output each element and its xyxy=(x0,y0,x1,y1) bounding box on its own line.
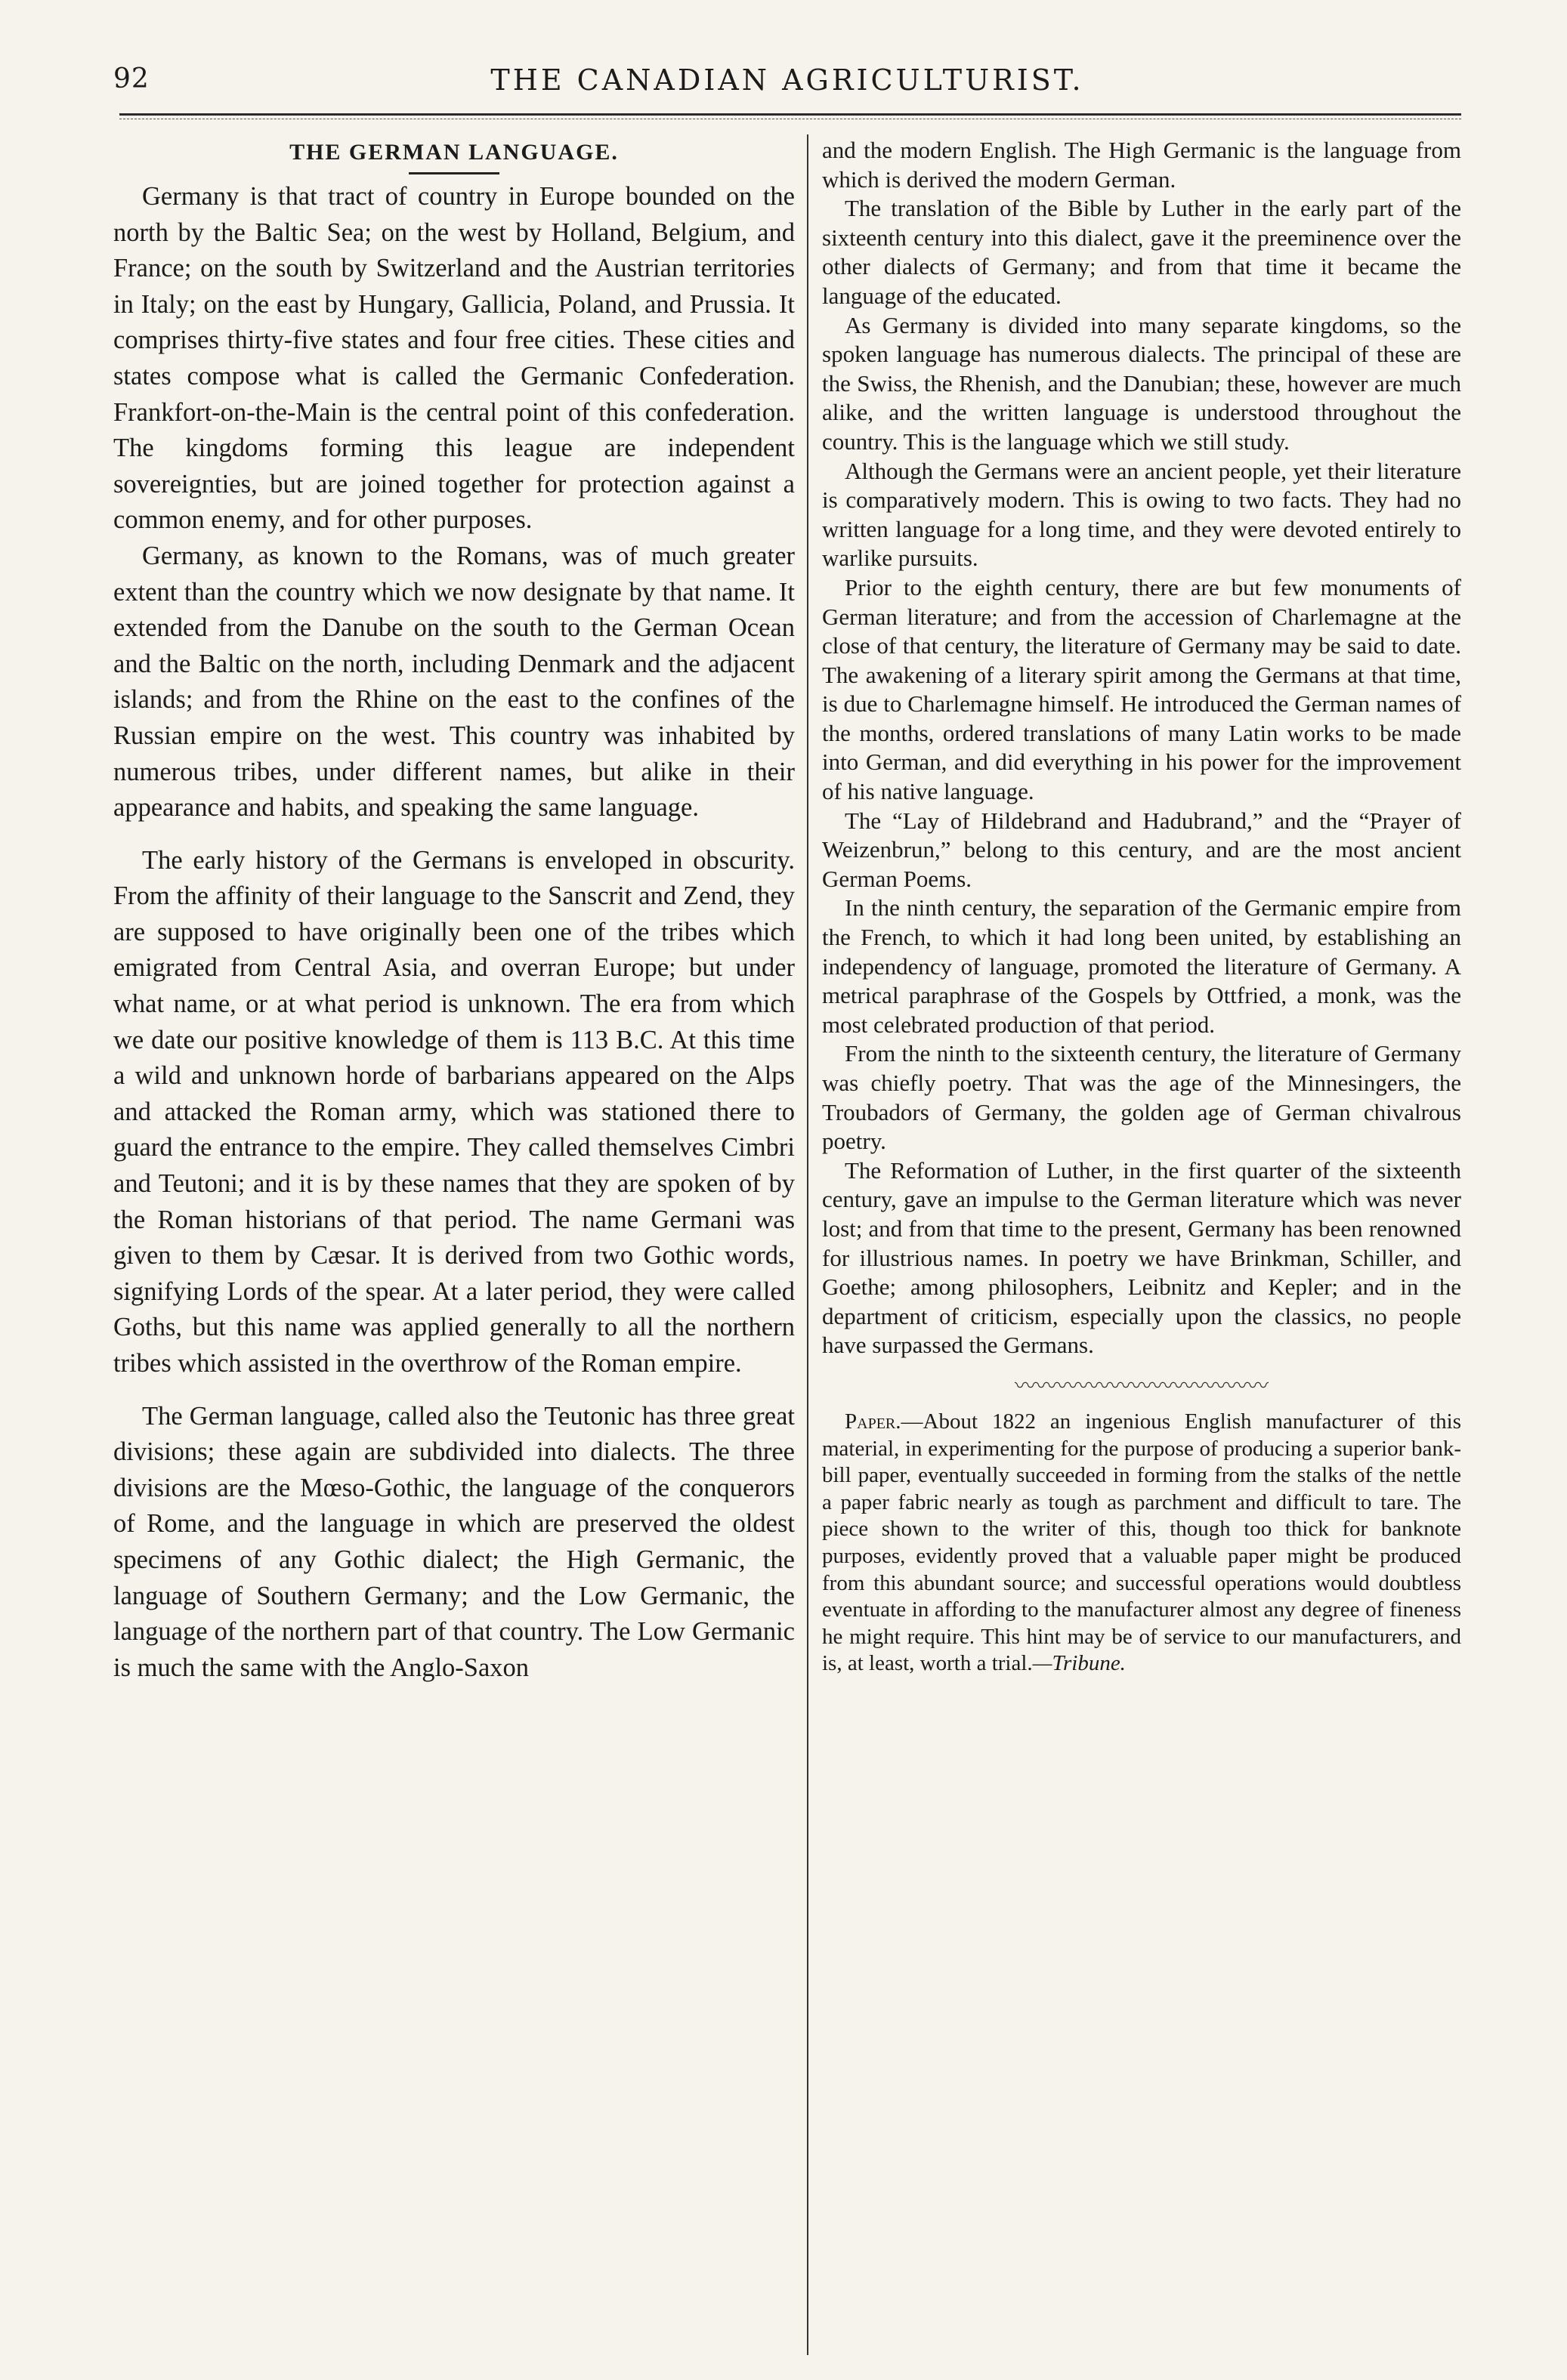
paper-note xyxy=(822,1409,1461,1678)
paragraph: and the modern English. The High Germanic is the language from which is derived the modern German. xyxy=(822,137,1461,193)
paragraph: From the ninth to the sixteenth century, the literature of Germany was chiefly poetry. That was the age of the Minnesingers, the Troubadors of Germany, the golden age of German chivalrous poetry. xyxy=(822,1040,1461,1155)
paragraph: Germany, as known to the Romans, was of much greater extent than the country which we now designate by that name. It extended from the Danube on the south to the German Ocean and the Baltic on the north, including Denmark and the adjacent islands; and from the Rhine on the east to the confines of the Russian empire on the west. This country was inhabited by numerous tribes, under different names, but alike in their appearance and habits, and speaking the same language. xyxy=(113,541,795,823)
paragraph: The translation of the Bible by Luther in the early part of the sixteenth century into this dialect, gave it the preeminence over the other dialects of Germany; and from that time it became the language of the educated. xyxy=(822,195,1461,309)
paragraph: The early history of the Germans is enveloped in obscurity. From the affinity of their language to the Sanscrit and Zend, they are supposed to have originally been one of the tribes which emigrated from Central Asia, and overran Europe; but under what name, or at what period is unknown. The era from which we date our positive knowledge of them is 113 B.C. At this time a wild and unknown horde of barbarians appeared on the Alps and attacked the Roman army, which was stationed there to guard the entrance to the empire. They called themselves Cimbri and Teutoni; and it is by these names that they are spoken of by the Roman historians of that period. The name Germani was given to them by Cæsar. It is derived from two Gothic words, signifying Lords of the spear. At a later period, they were called Goths, but this name was applied generally to all the northern tribes which assisted in the overthrow of the Roman empire. xyxy=(113,845,795,1378)
paragraph: Although the Germans were an ancient people, yet their literature is comparatively modern. This is owing to two facts. They had no written language for a long time, and they were devoted entirely to warlike pursuits. xyxy=(822,457,1461,572)
paragraph: Prior to the eighth century, there are but few monuments of German literature; and from the accession of Charlemagne at the close of that century, the literature of Germany may be said to date. The awakening of a literary spirit among the Germans at that time, is due to Charlemagne himself. He introduced the German names of the months, ordered translations of many Latin works to be made into German, and did everything in his power for the improvement of his native language. xyxy=(822,573,1461,805)
paragraph: The German language, called also the Teutonic has three great divisions; these again are subdivided into dialects. The three divisions are the Mœso-Gothic, the language of the conquerors of Rome, and the language in which are preserved the oldest specimens of any Gothic dialect; the High Germanic, the language of Southern Germany; and the Low Germanic, the language of the northern part of that country. The Low Germanic is much the same with the Anglo-Saxon xyxy=(113,1401,795,1682)
paragraph: The “Lay of Hildebrand and Hadubrand,” and the “Prayer of Weizenbrun,” belong to this century, and are the most ancient German Poems. xyxy=(822,807,1461,892)
note-lead: Paper. xyxy=(845,1409,901,1434)
paragraph: Germany is that tract of country in Europe bounded on the north by the Baltic Sea; on the west by Holland, Belgium, and France; on the south by Switzerland and the Austrian territories in Italy; on the east by Hungary, Gallicia, Poland, and Prussia. It comprises thirty-five states and four free cities. These cities and states compose what is called the Germanic Confederation. Frankfort-on-the-Main is the central point of this confederation. The kingdoms forming this league are independent sovereignties, but are joined together for protection against a common enemy, and for other purposes. xyxy=(113,182,795,535)
page-number: 92 xyxy=(113,63,150,94)
left-column xyxy=(113,136,795,1686)
column-divider xyxy=(807,134,808,2355)
right-column xyxy=(822,136,1461,1678)
journal-title: THE CANADIAN AGRICULTURIST. xyxy=(490,63,1084,97)
note-source: —Tribune. xyxy=(1032,1651,1126,1676)
paragraph: As Germany is divided into many separate kingdoms, so the spoken language has numerous dialects. The principal of these are the Swiss, the Rhenish, and the Danubian; these, however are much alike, and the written language is understood throughout the country. This is the language which we still study. xyxy=(822,311,1461,455)
ornamental-divider: 〰〰〰〰〰〰〰〰〰〰〰〰 xyxy=(1014,1374,1269,1398)
note-text: —About 1822 an ingenious English manufacturer of this material, in experimenting for the purpose of producing a superior bank-bill paper, eventually succeeded in forming from the stalks of the nettle a paper fabric nearly as tough as parchment and difficult to tare. The piece shown to the writer of this, though too thick for banknote purposes, evidently proved that a valuable paper might be produced from this abundant source; and successful operations would doubtless eventuate in affording to the manufacturer almost any degree of fineness he might require. This hint may be of service to our manufacturers, and is, at least, worth a trial. xyxy=(822,1409,1461,1676)
header-rule xyxy=(119,113,1461,116)
paragraph: The Reformation of Luther, in the first quarter of the sixteenth century, gave an impulse to the German literature which was never lost; and from that time to the present, Germany has been renowned for illustrious names. In poetry we have Brinkman, Schiller, and Goethe; among philosophers, Leibnitz and Kepler; and in the department of criticism, especially upon the classics, no people have surpassed the Germans. xyxy=(822,1156,1461,1359)
paragraph: In the ninth century, the separation of the Germanic empire from the French, to which it had long been united, by establishing an independency of language, promoted the literature of Germany. A metrical paraphrase of the Gospels by Ottfried, a monk, was the most celebrated production of that period. xyxy=(822,894,1461,1038)
title-rule xyxy=(409,172,499,174)
running-head xyxy=(113,63,1461,106)
article-title: THE GERMAN LANGUAGE. xyxy=(289,140,619,165)
